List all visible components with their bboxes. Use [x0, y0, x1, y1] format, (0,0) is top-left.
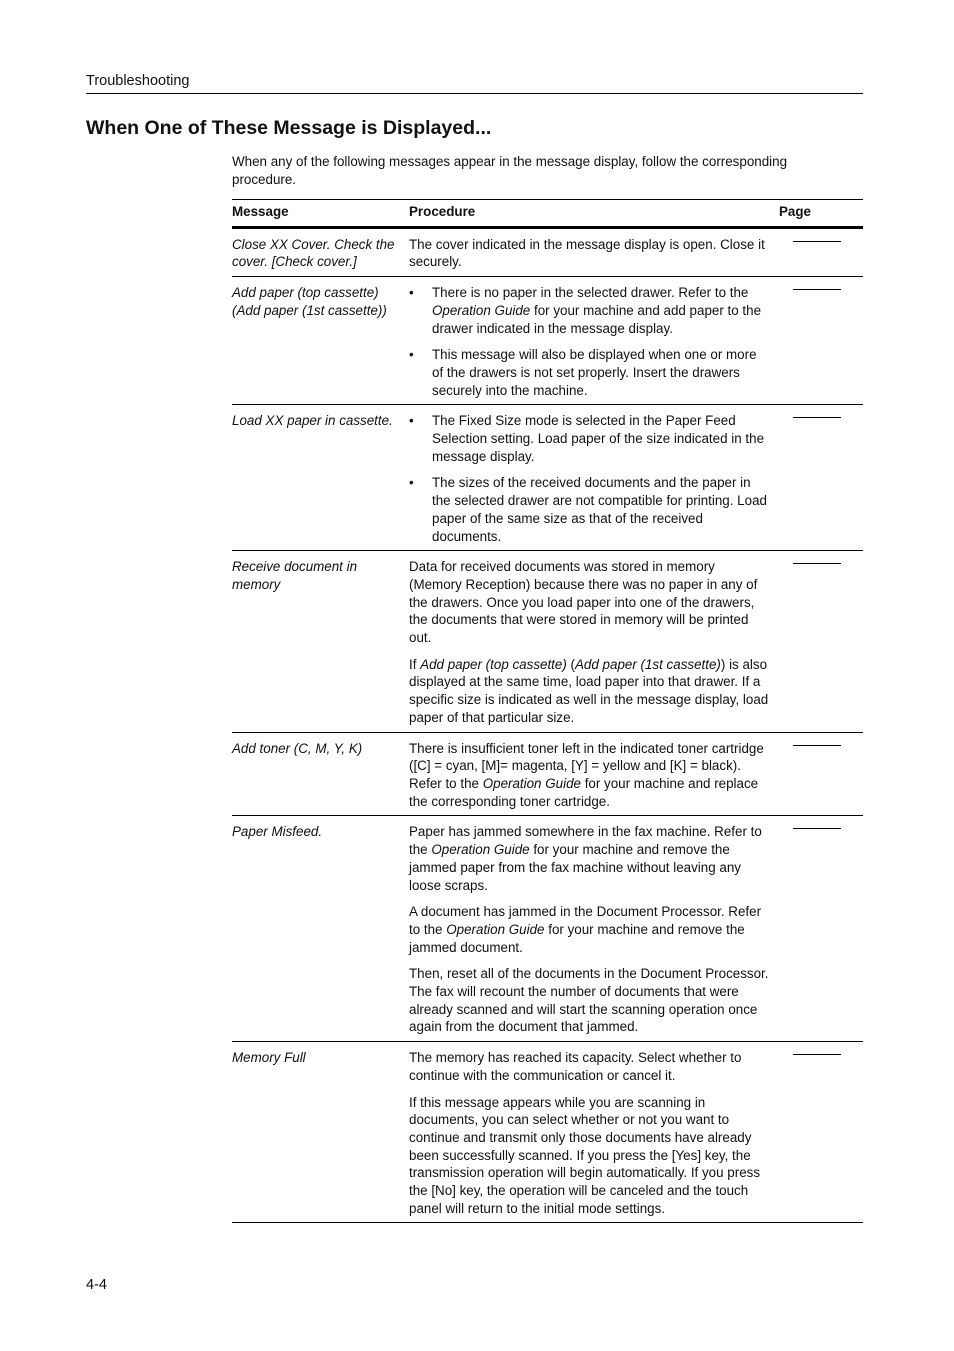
- message-cell: Load XX paper in cassette.: [232, 405, 409, 551]
- page-cell: [771, 732, 863, 816]
- message-text: Add paper (top cassette): [232, 285, 379, 301]
- table-row: [232, 551, 863, 732]
- table-row: [232, 277, 863, 405]
- procedure-cell: [409, 1042, 771, 1223]
- table-row: [232, 1042, 863, 1223]
- page-reference-blank: [793, 288, 841, 290]
- procedure-cell: [409, 551, 771, 732]
- procedure-bullet: • This message will also be displayed when one or more of the drawers is not set properly. Insert the drawers securely into the machine.: [409, 346, 771, 399]
- page-cell: [771, 551, 863, 732]
- message-cell: Add paper (top cassette) (Add paper (1st cassette)): [232, 277, 409, 405]
- procedure-cell: [409, 405, 771, 551]
- page-reference-blank: [793, 827, 841, 829]
- message-text: Add paper (1st cassette): [236, 302, 383, 318]
- guide-reference: Operation Guide: [482, 775, 581, 791]
- table-row: [232, 732, 863, 816]
- intro-paragraph: When any of the following messages appear in the message display, follow the corresponding procedure.: [232, 154, 788, 187]
- procedure-text: The sizes of the received documents and the paper in the selected drawer are not compatible for printing. Load paper of the same size as that of the received documents.: [432, 475, 767, 544]
- message-reference: Add paper (1st cassette): [575, 656, 721, 672]
- procedure-cell: [409, 277, 771, 405]
- procedure-text: Paper has jammed somewhere in the fax machine. Refer to the Operation Guide for your machine and remove the jammed paper from the fax machine without leaving any loose scraps.: [409, 824, 762, 893]
- procedure-text: for your machine and add paper to the drawer indicated in the message display.: [432, 302, 762, 336]
- guide-reference: Operation Guide: [446, 921, 545, 937]
- page-cell: [771, 227, 863, 276]
- running-header: Troubleshooting: [86, 73, 863, 94]
- page-reference-blank: [793, 1053, 841, 1055]
- message-table: [232, 199, 863, 1223]
- procedure-cell: [409, 227, 771, 276]
- message-cell: Close XX Cover. Check the cover. [Check cover.]: [232, 227, 409, 276]
- column-header-procedure: Procedure: [409, 200, 771, 228]
- message-cell: Receive document in memory: [232, 551, 409, 732]
- message-cell: Add toner (C, M, Y, K): [232, 732, 409, 816]
- guide-reference: Operation Guide: [431, 842, 530, 858]
- procedure-bullet: • The sizes of the received documents and the paper in the selected drawer are not compatible for printing. Load paper of the same size as that of the received documents.: [409, 474, 771, 545]
- procedure-bullet: • The Fixed Size mode is selected in the Paper Feed Selection setting. Load paper of the size indicated in the message display.: [409, 412, 771, 465]
- table-row: [232, 816, 863, 1042]
- table-row: [232, 227, 863, 276]
- column-header-page: Page: [771, 200, 863, 228]
- guide-reference: Operation Guide: [432, 302, 531, 318]
- procedure-text: There is no paper in the selected drawer. Refer to the: [432, 285, 749, 301]
- page-reference-blank: [793, 240, 841, 242]
- procedure-text: A document has jammed in the Document Processor. Refer to the Operation Guide for your machine and remove the jammed document.: [409, 904, 762, 955]
- page-cell: [771, 816, 863, 1042]
- procedure-text: The cover indicated in the message display is open. Close it securely.: [409, 236, 765, 270]
- procedure-text: The Fixed Size mode is selected in the Paper Feed Selection setting. Load paper of the size indicated in the message display.: [432, 413, 765, 464]
- message-reference: Add paper (top cassette): [420, 656, 567, 672]
- message-cell: Memory Full: [232, 1042, 409, 1223]
- procedure-bullet: • There is no paper in the selected drawer. Refer to the Operation Guide for your machine and add paper to the drawer indicated in the message display.: [409, 285, 762, 336]
- procedure-text: The memory has reached its capacity. Select whether to continue with the communication or cancel it.: [409, 1050, 742, 1083]
- page-reference-blank: [793, 562, 841, 564]
- message-cell: Paper Misfeed.: [232, 816, 409, 1042]
- procedure-text: Then, reset all of the documents in the Document Processor. The fax will recount the number of documents that were already scanned and will start the scanning operation once again from the document that jammed.: [409, 966, 769, 1035]
- procedure-text: If this message appears while you are scanning in documents, you can select whether or not you want to continue and transmit only those documents have already been successfully scanned. If you press the [Yes] key, the transmission operation will begin automatically. If you press the [No] key, the operation will be canceled and the touch panel will return to the initial mode settings.: [409, 1094, 761, 1216]
- page-number: 4-4: [86, 1277, 107, 1293]
- procedure-cell: [409, 816, 771, 1042]
- procedure-text: If Add paper (top cassette) (Add paper (1st cassette)) is also displayed at the same time, load paper into that drawer. If a specific size is indicated as well in the message display, load paper of that particular size.: [409, 656, 769, 725]
- procedure-text: There is insufficient toner left in the indicated toner cartridge ([C] = cyan, [M]= magenta, [Y] = yellow and [K] = black). Refer to the Operation Guide for your machine and replace the corresponding toner cartridge.: [409, 740, 764, 809]
- table-row: [232, 405, 863, 551]
- table-header-row: [232, 200, 863, 228]
- section-title: When One of These Message is Displayed...: [86, 117, 492, 139]
- column-header-message: Message: [232, 200, 409, 228]
- page-cell: [771, 277, 863, 405]
- page-reference-blank: [793, 744, 841, 746]
- page-cell: [771, 1042, 863, 1223]
- procedure-text: This message will also be displayed when one or more of the drawers is not set properly. Insert the drawers securely into the machine.: [432, 347, 757, 398]
- procedure-cell: [409, 732, 771, 816]
- page-reference-blank: [793, 416, 841, 418]
- procedure-text: Data for received documents was stored in memory (Memory Reception) because there was no paper in any of the drawers. Once you load paper into one of the drawers, the documents that were stored in memory will be printed out.: [409, 559, 758, 646]
- page-cell: [771, 405, 863, 551]
